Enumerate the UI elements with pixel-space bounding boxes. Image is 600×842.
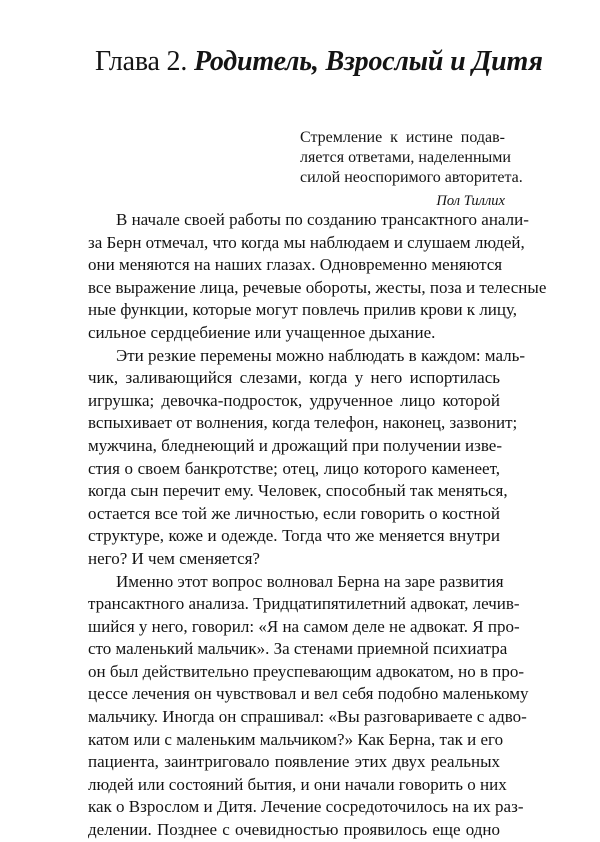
body-text <box>88 209 547 842</box>
text-line: чик, заливающийся слезами, когда у него испортилась <box>88 368 500 388</box>
epigraph-line: силой неоспоримого авторитета. <box>300 169 523 186</box>
paragraph-2 <box>88 345 526 571</box>
text-line: него? И чем сменяется? <box>88 548 260 568</box>
text-line: все выражение лица, речевые обороты, жесты, поза и телесные <box>88 277 547 297</box>
text-line: за Берн отмечал, что когда мы наблюдаем и слушаем людей, <box>88 232 525 252</box>
epigraph <box>300 128 523 211</box>
text-line: они меняются на наших глазах. Одновременно меняются <box>88 255 503 275</box>
chapter-title <box>95 44 555 80</box>
text-line: шийся у него, говорил: «Я на самом деле не адвокат. Я про- <box>88 616 520 636</box>
paragraph-1 <box>88 209 547 345</box>
text-line: когда сын перечит ему. Человек, способный так меняться, <box>88 481 508 501</box>
text-line: стия о своем банкротстве; отец, лицо которого каменеет, <box>88 458 500 478</box>
text-line: ные функции, которые могут повлечь прилив крови к лицу, <box>88 300 518 320</box>
text-line: цессе лечения он чувствовал и вел себя подобно маленькому <box>88 684 529 704</box>
epigraph-line: Стремление к истине подав- <box>300 129 505 146</box>
text-line: структуре, коже и одежде. Тогда что же меняется внутри <box>88 526 500 546</box>
chapter-label: Глава 2. <box>95 46 188 77</box>
text-line: мальчику. Иногда он спрашивал: «Вы разговариваете с адво- <box>88 707 527 727</box>
text-line: пациента, заинтриговало появление этих двух реальных <box>88 752 500 772</box>
epigraph-line: ляется ответами, наделенными <box>300 149 511 166</box>
text-line: сильное сердцебиение или учащенное дыхание. <box>88 322 436 342</box>
text-line: он был действительно преуспевающим адвокатом, но в про- <box>88 661 524 681</box>
text-line: сто маленький мальчик». За стенами приемной психиатра <box>88 639 508 659</box>
text-line: В начале своей работы по созданию трансактного анали- <box>116 210 529 229</box>
paragraph-3 <box>88 571 529 842</box>
chapter-name: Родитель, Взрослый и Дитя <box>193 46 543 77</box>
text-line: Именно этот вопрос волновал Берна на заре развития <box>116 571 504 591</box>
text-line: людей или состояний бытия, и они начали говорить о них <box>88 774 507 794</box>
text-line: вспыхивает от волнения, когда телефон, наконец, зазвонит; <box>88 413 518 433</box>
text-line: остается все той же личностью, если говорить о костной <box>88 503 500 523</box>
text-line: делении. Позднее с очевидностью проявилось еще одно <box>88 820 500 840</box>
text-line: игрушка; девочка-подросток, удрученное лицо которой <box>88 390 500 410</box>
text-line: мужчина, бледнеющий и дрожащий при получении изве- <box>88 435 502 455</box>
text-line: катом или с маленьким мальчиком?» Как Берна, так и его <box>88 729 504 749</box>
text-line: как о Взрослом и Дитя. Лечение сосредоточилось на их раз- <box>88 797 524 817</box>
epigraph-author: Пол Тиллих <box>436 193 505 209</box>
text-line: Эти резкие перемены можно наблюдать в каждом: маль- <box>116 345 526 365</box>
text-line: трансактного анализа. Тридцатипятилетний адвокат, лечив- <box>88 594 520 614</box>
